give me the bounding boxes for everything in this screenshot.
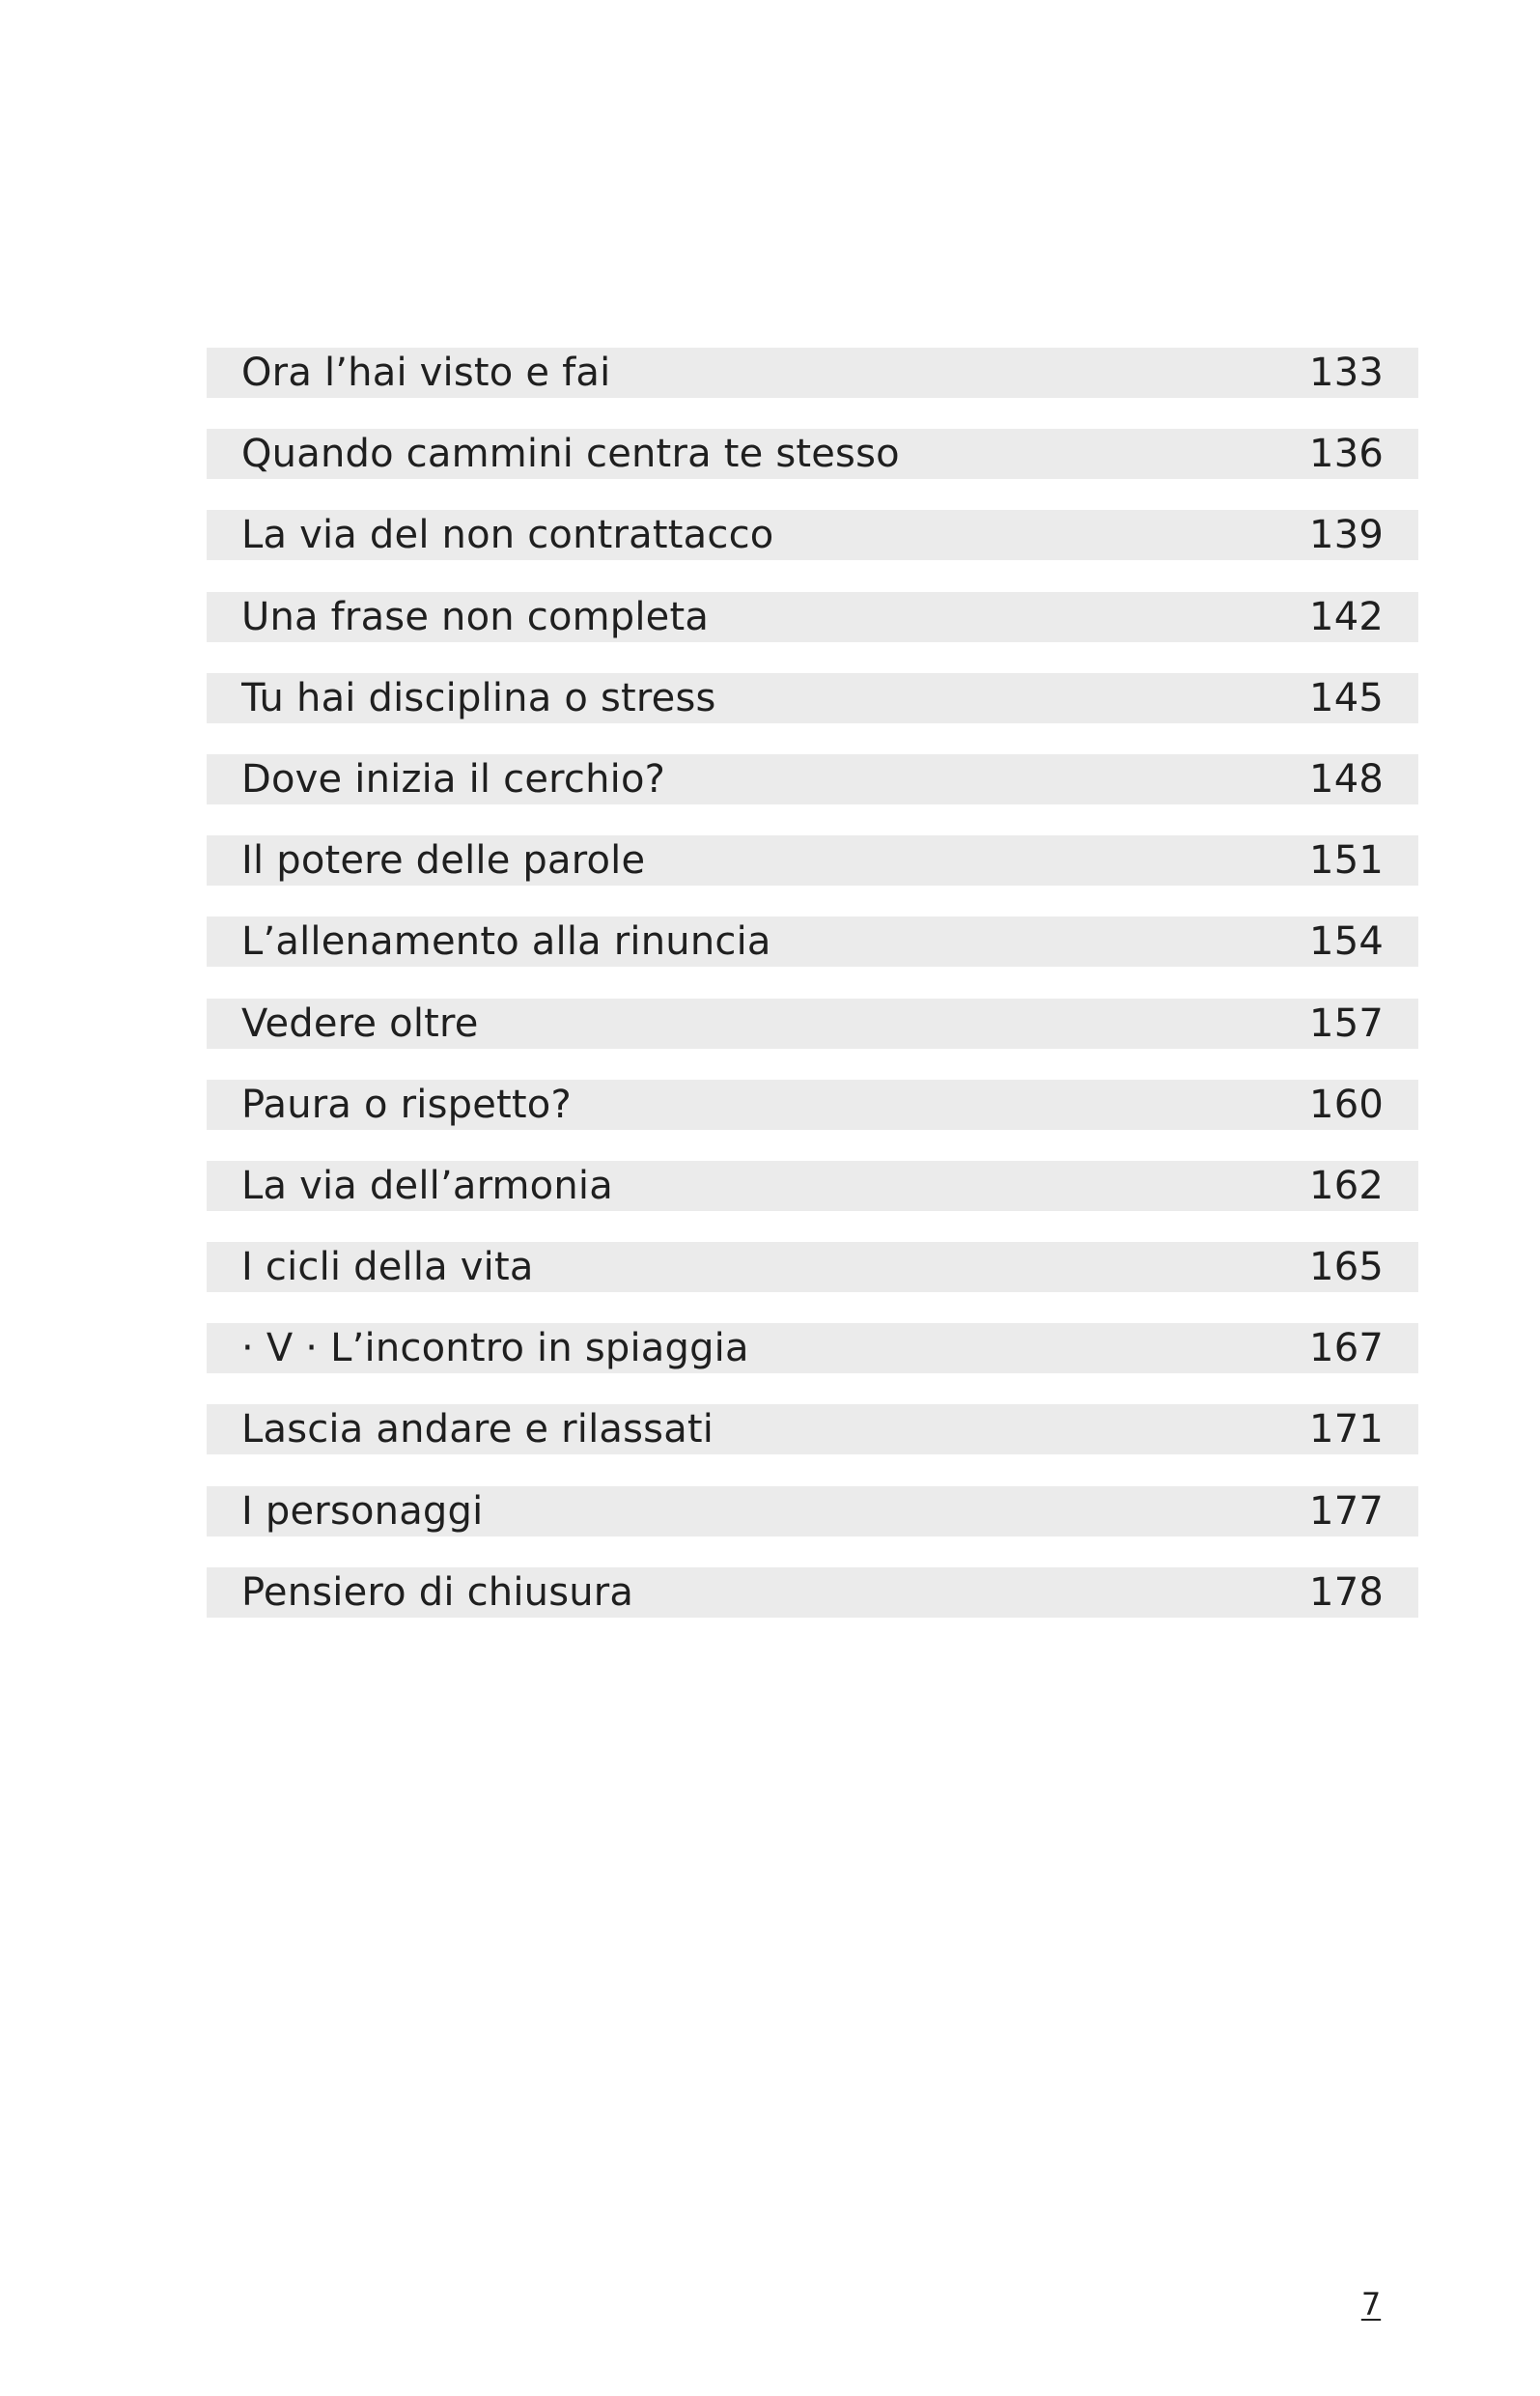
toc-entry[interactable] [207, 1404, 1418, 1454]
toc-entry-title: Il potere delle parole [241, 838, 646, 884]
toc-entry-page: 133 [1309, 351, 1384, 395]
toc-entry[interactable] [207, 673, 1418, 723]
toc-entry-title: Quando cammini centra te stesso [241, 432, 900, 477]
toc-entry-title: I cicli della vita [241, 1245, 534, 1290]
toc-entry-page: 177 [1309, 1488, 1384, 1534]
toc-entry-page: 142 [1309, 594, 1384, 639]
toc-entry-title: Dove inizia il cerchio? [241, 756, 666, 802]
toc-entry[interactable] [207, 1486, 1418, 1536]
toc-entry-page: 157 [1309, 1001, 1384, 1046]
toc-entry-page: 136 [1309, 432, 1384, 477]
toc-entry-title: Lascia andare e rilassati [241, 1407, 714, 1452]
toc-entry-title: Paura o rispetto? [241, 1082, 572, 1127]
toc-entry-page: 139 [1309, 513, 1384, 558]
toc-entry[interactable] [207, 1323, 1418, 1373]
toc-entry-title: Ora l’hai visto e fai [241, 351, 611, 395]
toc-entry-title: I personaggi [241, 1488, 484, 1534]
toc-entry-page: 162 [1309, 1163, 1384, 1208]
toc-entry-page: 171 [1309, 1407, 1384, 1452]
toc-entry[interactable] [207, 1242, 1418, 1292]
toc-entry[interactable] [207, 754, 1418, 804]
page-number: 7 [1360, 2286, 1382, 2323]
toc-entry-title: L’allenamento alla rinuncia [241, 919, 771, 965]
table-of-contents [207, 348, 1418, 1649]
toc-entry-title: · V · L’incontro in spiaggia [241, 1326, 749, 1371]
toc-entry[interactable] [207, 429, 1418, 479]
toc-entry-page: 151 [1309, 838, 1384, 884]
toc-entry-title: Una frase non completa [241, 594, 710, 639]
toc-entry-page: 165 [1309, 1245, 1384, 1290]
toc-entry-title: La via dell’armonia [241, 1163, 613, 1208]
toc-entry[interactable] [207, 835, 1418, 886]
toc-entry[interactable] [207, 592, 1418, 642]
toc-entry-title: Tu hai disciplina o stress [241, 675, 716, 720]
toc-entry-page: 148 [1309, 756, 1384, 802]
toc-entry[interactable] [207, 1080, 1418, 1130]
toc-entry[interactable] [207, 999, 1418, 1049]
toc-entry-title: Pensiero di chiusura [241, 1569, 634, 1615]
toc-entry[interactable] [207, 1161, 1418, 1211]
toc-entry[interactable] [207, 916, 1418, 967]
toc-entry-page: 154 [1309, 919, 1384, 965]
toc-entry[interactable] [207, 1567, 1418, 1618]
toc-entry-page: 145 [1309, 675, 1384, 720]
toc-entry-page: 178 [1309, 1569, 1384, 1615]
toc-entry-title: Vedere oltre [241, 1001, 479, 1046]
toc-entry[interactable] [207, 510, 1418, 560]
toc-entry-page: 160 [1309, 1082, 1384, 1127]
toc-entry-title: La via del non contrattacco [241, 513, 774, 558]
toc-entry-page: 167 [1309, 1326, 1384, 1371]
toc-entry[interactable] [207, 348, 1418, 398]
